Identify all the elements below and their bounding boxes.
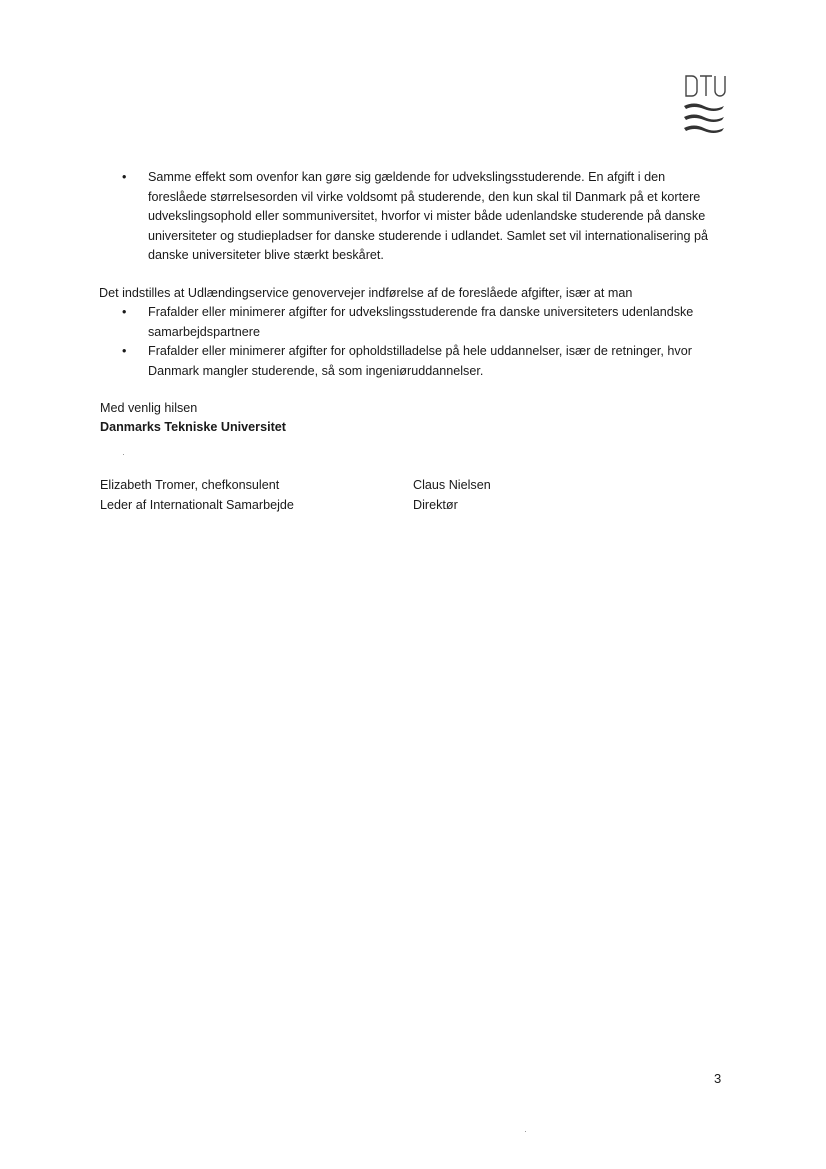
bullet-icon: • bbox=[122, 170, 127, 184]
list-item bbox=[122, 303, 723, 342]
bullet-icon: • bbox=[122, 344, 127, 358]
signature-block-1 bbox=[100, 476, 294, 515]
signatory-name: Elizabeth Tromer, chefkonsulent bbox=[100, 478, 280, 492]
signatory-title: Leder af Internationalt Samarbejde bbox=[100, 497, 294, 512]
scan-speck bbox=[123, 454, 124, 455]
closing-greeting: Med venlig hilsen bbox=[100, 401, 198, 415]
bullet-icon: • bbox=[122, 305, 127, 319]
dtu-logo-icon bbox=[680, 72, 728, 138]
bullet-list-bottom bbox=[122, 303, 723, 381]
scan-speck bbox=[525, 1131, 526, 1132]
bullet-text: Frafalder eller minimerer afgifter for opholdstilladelse på hele uddannelser, især de retninger, hvor Danmark mangler studerende, så som ingeniøruddannelser. bbox=[148, 344, 692, 378]
signatory-title: Direktør bbox=[413, 497, 458, 512]
bullet-text: Samme effekt som ovenfor kan gøre sig gældende for udvekslingsstuderende. En afgift i den foreslåede størrelsesorden vil virke voldsomt på studerende, den kun skal til Danmark på et kortere udvekslingsophold eller sommuniversitet, hvorfor vi mister både udenlandske studerende på danske universiteter og studiepladser for danske studerende i udlandet. Samlet set vil internationalisering på danske universiteter blive stærkt beskåret. bbox=[148, 170, 709, 262]
page-number: 3 bbox=[714, 1071, 722, 1086]
bullet-list-top bbox=[122, 168, 723, 266]
list-item bbox=[122, 342, 723, 381]
signature-block-2 bbox=[413, 476, 491, 515]
recommendation-intro: Det indstilles at Udlændingservice genovervejer indførelse af de foreslåede afgifter, især at man bbox=[99, 286, 633, 300]
bullet-text: Frafalder eller minimerer afgifter for udvekslingsstuderende fra danske universiteters udenlandske samarbejdspartnere bbox=[148, 305, 694, 339]
closing-organization: Danmarks Tekniske Universitet bbox=[100, 420, 286, 434]
list-item bbox=[122, 168, 723, 266]
signatory-name: Claus Nielsen bbox=[413, 478, 491, 492]
